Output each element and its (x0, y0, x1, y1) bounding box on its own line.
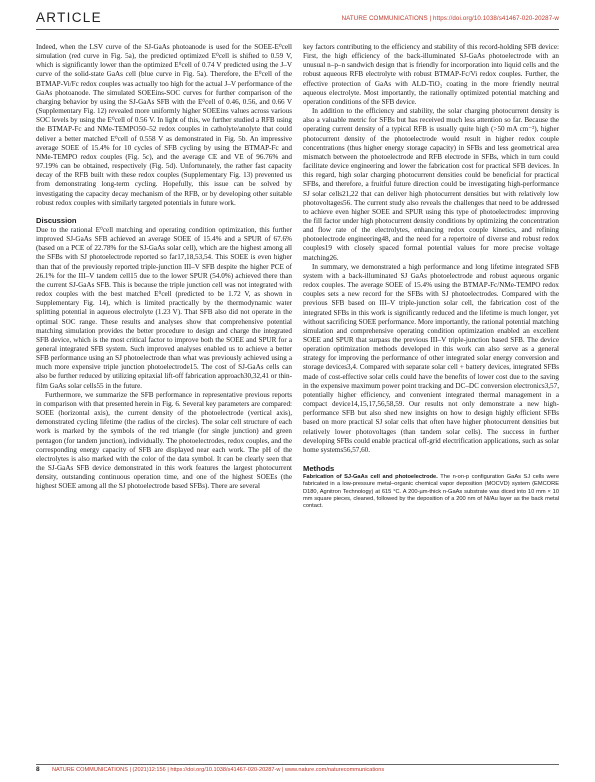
paragraph: Furthermore, we summarize the SFB performance in representative previous reports in comparison with that presented herein in Fig. 6. Several key parameters are compared: SOEE (horizontal axis), the current density of the photoelectrode (vertical axis), demonstrated cycling lifetime (the radius of the circles). The solar cell structure of each work is marked by the symbols of the red triangle (for single junction) and green pentagon (for tandem junction), individually. The photoelectrodes, redox couples, and the corresponding energy capacity of SFB are displayed near each work. The pH of the electrolytes is also marked with the color of the data symbol. It can be clearly seen that the SJ-GaAs SFB device demonstrated in this work features the largest photocurrent density, outstanding continuous operation time, and one of the highest SOEEs (the highest SOEE among all the SJ photoelectrode based SFBs). There are several (36, 390, 292, 491)
methods-heading: Methods (303, 464, 335, 474)
left-column (36, 43, 292, 492)
paragraph: key factors contributing to the efficiency and stability of this record-holding SFB device: First, the high efficiency of the back-illuminated SJ-GaAs photoelectrode with an unusual n–p–n sandwich design that is friendly for incorporation into liquid cells and the robust aqueous RFB electrolyte with robust BTMAP-Fc/Vi redox couples. Further, the effective protection of GaAs with ALD-TiO₂ coating in the more friendly neutral aqueous electrolyte. Most importantly, the rationally optimized potential matching and operation conditions of the SFB device. (303, 43, 559, 106)
footer-rule (36, 764, 559, 765)
paragraph: In addition to the efficiency and stability, the solar charging photocurrent density is also a valuable metric for SFBs but has received much less attention so far. Because the operating current density of a typical RFB is usually quite high (>50 mA cm⁻²), higher photocurrent density of the photoelectrode would result in higher redox couple concentrations (thus higher energy storage capacity) in SFBs and less geometrical area mismatch between the photoelectrode and RFB electrode in SFBs, which in turn could facilitate device engineering and lower the fabrication cost for practical SFB devices. In this regard, high solar charging photocurrent densities could be beneficial for practical SFBs, and therefore, a fruitful future direction could be investigating high-performance SJ solar cells21,22 that can deliver high photocurrent densities but with relatively low photovoltages56. The current study also reveals the challenges that need to be addressed to achieve even higher SOEE and SPUR using this type of photoelectrodes: improving the fill factor under high photocurrent density conditions by optimizing the concentration and flow rate of the electrolytes, enhancing redox couple kinetics, and refining photoelectrode engineering48, and the need for a repertoire of diverse and robust redox couples19 with closely spaced formal potential values for more precise voltage matching26. (303, 107, 559, 262)
footer-citation[interactable]: NATURE COMMUNICATIONS | (2021)12:156 | https://doi.org/10.1038/s41467-020-20287-w | www.nature.com/naturecommunications (52, 767, 385, 773)
paragraph: Due to the rational E⁰cell matching and operating condition optimization, this further improved SJ-GaAs SFB achieved an average SOEE of 15.4% and a SPUR of 67.6% (based on a PCE of 22.78% for the SJ-GaAs solar cell), which are the highest among all the SFBs with SJ photoelectrode reported so far17,18,53,54. This SOEE is even higher than that of the previously reported triple-junction III–V SFB despite the higher PCE of 26.1% for the III–V tandem cell15 due to the lower SPUR (54.0%) achieved there than the current SJ-GaAs SFB. This is because the triple junction cell was not integrated with redox couples with the best matched E⁰cell (predicted to be 1.72 V, as shown in Supplementary Fig. 14), which is limited practically by the thermodynamic water splitting potential in aqueous electrolyte (1.23 V). That SFB also did not operate in the optimal SOC range. These results and analyses show that comprehensive potential matching simulation provides the better procedure to design and charge the integrated SFB device, which is the most critical factor to improve both the SOEE and SPUR for a general integrated SFB system. Such improved analyses enabled us to achieve a better SFB performance using an SJ photoelectrode than what was previously achieved using a much more expensive triple junction photoelectrode15. The cost of SJ-GaAs cells can also be further reduced by utilizing epitaxial lift-off fabrication approach30,32,41 or thin-film GaAs solar cells55 in the future. (36, 225, 292, 390)
methods-body: The n-on-p configuration GaAs SJ cells were fabricated in a low-pressure metal–organic chemical vapor deposition (MOCVD) system (EMCORE D180, Agnitron Technology) at 615 °C. A 200-µm-thick n-GaAs substrate was diced into 10 mm × 10 mm square pieces, cleaned, followed by the deposition of a 200 nm of Ni/Au layer as the back metal contact. (303, 474, 559, 509)
discussion-heading: Discussion (36, 215, 77, 225)
right-column (303, 43, 559, 510)
methods-subtitle: Fabrication of SJ-GaAs cell and photoelectrode. (303, 474, 438, 481)
section-label: ARTICLE (36, 10, 102, 25)
page-number: 8 (36, 766, 40, 773)
header-rule (36, 29, 559, 30)
methods-paragraph (303, 474, 559, 510)
paragraph: Indeed, when the LSV curve of the SJ-GaAs photoanode is used for the SOEE-E⁰cell simulation (red curve in Fig. 5a), the predicted optimized E⁰cell is shifted to 0.59 V, which is significantly lower than the optimized E⁰cell of 0.74 V predicted using the J–V curve of the solid-state GaAs cell (blue curve in Fig. 5a). Therefore, the E⁰cell of the BTMAP-Vi/Fc redox couples was actually too high for the actual J–V performance of the GaAs photoanode. The simulated SOEEins-SOC curves for further comparison of the charging behavior by using the SJ-GaAs SFB with the E⁰cell of 0.46, 0.56, and 0.66 V (Supplementary Fig. 12) revealed more uniformly higher SOEEins values across various SOC levels by using the E⁰cell of 0.56 V. In light of this, we further studied a RFB using the BTMAP-Fc and NMe-TEMPO50–52 redox couples in catholyte/anolyte that could deliver a better matched E⁰cell of 0.558 V as demonstrated in Fig. 5b. An impressive average SOEE of 15.4% for 10 cycles of SFB cycling by using the BTMAP-Fc and NMe-TEMPO redox couples (Fig. 5c), and the average CE and VE of 96.76% and 97.19% can be obtained, respectively (Fig. 5d). Unfortunately, the rather fast capacity decay of the RFB built with these redox couples (Supplementary Fig. 13) prevented us from demonstrating long-term cycling. Hopefully, this issue can be solved by investigating the capacity decay mechanism of the RFB, or by developing other suitable robust redox couples with similarly targeted potentials in future work. (36, 43, 292, 207)
journal-doi-header[interactable]: NATURE COMMUNICATIONS | https://doi.org/10.1038/s41467-020-20287-w (341, 15, 559, 22)
paragraph: In summary, we demonstrated a high performance and long lifetime integrated SFB system with a back-illuminated SJ GaAs photoelectrode and robust aqueous organic redox couples. The average SOEE of 15.4% using the BTMAP-Fc/NMe-TEMPO redox couples sets a new record for the SFBs with SJ photoelectrodes. Compared with the previous SFB based on III–V triple-junction solar cell, the fabrication cost of the integrated SFBs in this work is significantly reduced and the lifetime is much longer, yet without sacrificing SOEE performance. More importantly, the rational potential matching simulation and comprehensive operating condition optimization enabled an excellent SOEE and SPUR that surpass the previous III–V triple-junction based SFB. The device operation optimization methods developed in this work can also serve as a general strategy for improving the performance of other integrated solar energy conversion and storage devices3,4. Compared with separate solar cell + battery devices, integrated SFBs made of cost-effective solar cells could have the benefits of lower cost due to the saving in the expensive maximum power point tracking and DC–DC conversion electronics3,57, potentially higher efficiency, and convenient integrated thermal management in a compact device14,15,17,56,58,59. Our results not only demonstrate a new high-performance SFB but also shed new insights on how to design highly efficient SFBs based on more practical SJ solar cells that often have higher photocurrent densities but relatively lower photovoltages (than tandem solar cells). The success in further developing SFBs could enable practical off-grid electrification applications, such as solar home systems56,57,60. (303, 262, 559, 454)
